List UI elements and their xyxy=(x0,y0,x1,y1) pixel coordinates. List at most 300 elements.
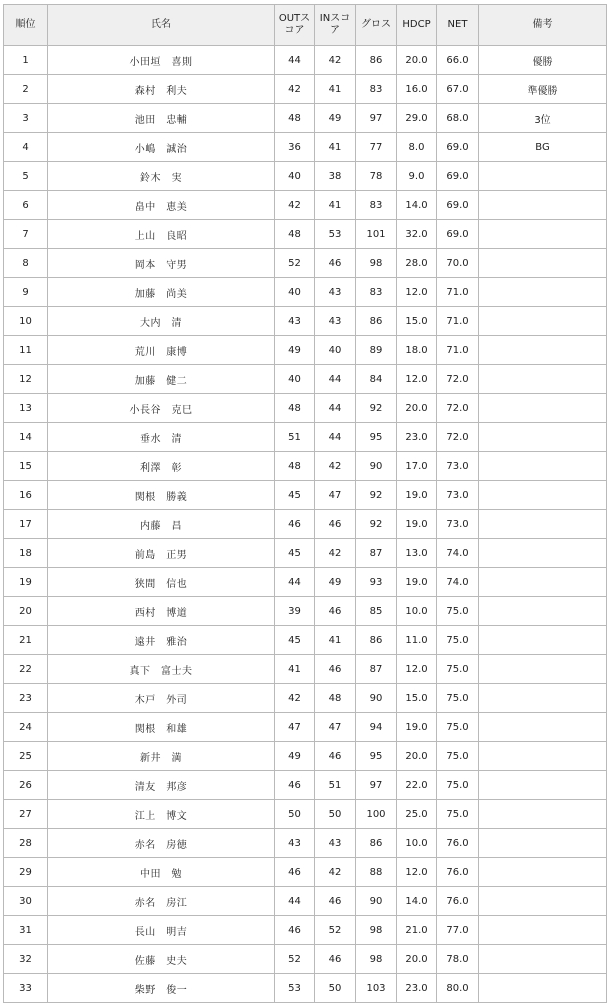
out-score-cell: 43 xyxy=(275,307,315,336)
net-cell: 72.0 xyxy=(437,365,479,394)
rank-cell: 13 xyxy=(4,394,48,423)
out-score-cell: 53 xyxy=(275,974,315,1003)
gross-cell: 78 xyxy=(356,162,397,191)
in-score-cell: 46 xyxy=(315,597,356,626)
table-row xyxy=(4,655,607,684)
note-cell xyxy=(479,916,607,945)
note-cell xyxy=(479,191,607,220)
in-score-cell: 44 xyxy=(315,394,356,423)
gross-cell: 90 xyxy=(356,452,397,481)
rank-cell: 27 xyxy=(4,800,48,829)
in-score-cell: 46 xyxy=(315,887,356,916)
name-cell: 真下 富士夫 xyxy=(48,655,275,684)
table-row xyxy=(4,394,607,423)
note-cell xyxy=(479,481,607,510)
gross-cell: 86 xyxy=(356,829,397,858)
header-net: NET xyxy=(437,5,479,46)
out-score-cell: 45 xyxy=(275,539,315,568)
note-cell xyxy=(479,771,607,800)
name-cell: 小嶋 誠治 xyxy=(48,133,275,162)
out-score-cell: 39 xyxy=(275,597,315,626)
rank-cell: 6 xyxy=(4,191,48,220)
net-cell: 69.0 xyxy=(437,162,479,191)
net-cell: 75.0 xyxy=(437,626,479,655)
gross-cell: 85 xyxy=(356,597,397,626)
in-score-cell: 44 xyxy=(315,423,356,452)
gross-cell: 98 xyxy=(356,249,397,278)
gross-cell: 88 xyxy=(356,858,397,887)
net-cell: 75.0 xyxy=(437,684,479,713)
table-row xyxy=(4,916,607,945)
rank-cell: 7 xyxy=(4,220,48,249)
gross-cell: 97 xyxy=(356,104,397,133)
table-row xyxy=(4,481,607,510)
hdcp-cell: 15.0 xyxy=(397,684,437,713)
net-cell: 72.0 xyxy=(437,394,479,423)
gross-cell: 86 xyxy=(356,307,397,336)
table-row xyxy=(4,307,607,336)
name-cell: 佐藤 史夫 xyxy=(48,945,275,974)
name-cell: 中田 勉 xyxy=(48,858,275,887)
gross-cell: 77 xyxy=(356,133,397,162)
net-cell: 71.0 xyxy=(437,336,479,365)
out-score-cell: 44 xyxy=(275,568,315,597)
name-cell: 関根 和雄 xyxy=(48,713,275,742)
gross-cell: 92 xyxy=(356,481,397,510)
name-cell: 加藤 尚美 xyxy=(48,278,275,307)
hdcp-cell: 20.0 xyxy=(397,742,437,771)
net-cell: 67.0 xyxy=(437,75,479,104)
table-row xyxy=(4,974,607,1003)
out-score-cell: 50 xyxy=(275,800,315,829)
hdcp-cell: 23.0 xyxy=(397,423,437,452)
name-cell: 大内 清 xyxy=(48,307,275,336)
gross-cell: 83 xyxy=(356,278,397,307)
out-score-cell: 43 xyxy=(275,829,315,858)
out-score-cell: 42 xyxy=(275,684,315,713)
gross-cell: 98 xyxy=(356,945,397,974)
rank-cell: 21 xyxy=(4,626,48,655)
rank-cell: 24 xyxy=(4,713,48,742)
name-cell: 内藤 昌 xyxy=(48,510,275,539)
hdcp-cell: 17.0 xyxy=(397,452,437,481)
out-score-cell: 47 xyxy=(275,713,315,742)
gross-cell: 94 xyxy=(356,713,397,742)
hdcp-cell: 21.0 xyxy=(397,916,437,945)
gross-cell: 98 xyxy=(356,916,397,945)
net-cell: 75.0 xyxy=(437,713,479,742)
out-score-cell: 44 xyxy=(275,887,315,916)
note-cell xyxy=(479,713,607,742)
rank-cell: 19 xyxy=(4,568,48,597)
rank-cell: 16 xyxy=(4,481,48,510)
hdcp-cell: 20.0 xyxy=(397,394,437,423)
note-cell: 優勝 xyxy=(479,46,607,75)
table-row xyxy=(4,771,607,800)
hdcp-cell: 12.0 xyxy=(397,365,437,394)
net-cell: 75.0 xyxy=(437,800,479,829)
rank-cell: 3 xyxy=(4,104,48,133)
in-score-cell: 50 xyxy=(315,974,356,1003)
in-score-cell: 46 xyxy=(315,945,356,974)
out-score-cell: 46 xyxy=(275,771,315,800)
gross-cell: 90 xyxy=(356,887,397,916)
in-score-cell: 38 xyxy=(315,162,356,191)
note-cell xyxy=(479,539,607,568)
note-cell xyxy=(479,365,607,394)
name-cell: 畠中 恵美 xyxy=(48,191,275,220)
rank-cell: 10 xyxy=(4,307,48,336)
out-score-cell: 46 xyxy=(275,916,315,945)
gross-cell: 92 xyxy=(356,510,397,539)
gross-cell: 95 xyxy=(356,423,397,452)
note-cell xyxy=(479,858,607,887)
hdcp-cell: 10.0 xyxy=(397,597,437,626)
table-header-row xyxy=(4,5,607,46)
gross-cell: 86 xyxy=(356,626,397,655)
name-cell: 上山 良昭 xyxy=(48,220,275,249)
table-row xyxy=(4,510,607,539)
net-cell: 74.0 xyxy=(437,539,479,568)
name-cell: 赤名 房徳 xyxy=(48,829,275,858)
name-cell: 狭間 信也 xyxy=(48,568,275,597)
name-cell: 西村 博道 xyxy=(48,597,275,626)
net-cell: 69.0 xyxy=(437,133,479,162)
out-score-cell: 40 xyxy=(275,365,315,394)
out-score-cell: 42 xyxy=(275,75,315,104)
note-cell: 3位 xyxy=(479,104,607,133)
rank-cell: 26 xyxy=(4,771,48,800)
out-score-cell: 40 xyxy=(275,162,315,191)
net-cell: 76.0 xyxy=(437,858,479,887)
hdcp-cell: 12.0 xyxy=(397,278,437,307)
table-row xyxy=(4,191,607,220)
hdcp-cell: 20.0 xyxy=(397,945,437,974)
hdcp-cell: 19.0 xyxy=(397,481,437,510)
out-score-cell: 52 xyxy=(275,249,315,278)
rank-cell: 28 xyxy=(4,829,48,858)
hdcp-cell: 15.0 xyxy=(397,307,437,336)
table-row xyxy=(4,684,607,713)
net-cell: 75.0 xyxy=(437,597,479,626)
name-cell: 森村 利夫 xyxy=(48,75,275,104)
out-score-cell: 48 xyxy=(275,452,315,481)
hdcp-cell: 11.0 xyxy=(397,626,437,655)
note-cell xyxy=(479,684,607,713)
out-score-cell: 42 xyxy=(275,191,315,220)
in-score-cell: 42 xyxy=(315,539,356,568)
name-cell: 利澤 彰 xyxy=(48,452,275,481)
table-row xyxy=(4,887,607,916)
note-cell xyxy=(479,887,607,916)
in-score-cell: 43 xyxy=(315,278,356,307)
in-score-cell: 50 xyxy=(315,800,356,829)
name-cell: 柴野 俊一 xyxy=(48,974,275,1003)
hdcp-cell: 23.0 xyxy=(397,974,437,1003)
name-cell: 鈴木 実 xyxy=(48,162,275,191)
hdcp-cell: 16.0 xyxy=(397,75,437,104)
name-cell: 小田垣 喜則 xyxy=(48,46,275,75)
header-name: 氏名 xyxy=(48,5,275,46)
table-row xyxy=(4,713,607,742)
table-row xyxy=(4,452,607,481)
note-cell xyxy=(479,510,607,539)
table-row xyxy=(4,162,607,191)
out-score-cell: 45 xyxy=(275,626,315,655)
hdcp-cell: 12.0 xyxy=(397,858,437,887)
table-row xyxy=(4,220,607,249)
net-cell: 69.0 xyxy=(437,191,479,220)
name-cell: 関根 勝義 xyxy=(48,481,275,510)
net-cell: 71.0 xyxy=(437,307,479,336)
table-row xyxy=(4,133,607,162)
name-cell: 長山 明吉 xyxy=(48,916,275,945)
hdcp-cell: 14.0 xyxy=(397,887,437,916)
rank-cell: 11 xyxy=(4,336,48,365)
rank-cell: 30 xyxy=(4,887,48,916)
table-row xyxy=(4,46,607,75)
name-cell: 新井 満 xyxy=(48,742,275,771)
out-score-cell: 48 xyxy=(275,394,315,423)
in-score-cell: 48 xyxy=(315,684,356,713)
hdcp-cell: 32.0 xyxy=(397,220,437,249)
out-score-cell: 36 xyxy=(275,133,315,162)
note-cell xyxy=(479,220,607,249)
name-cell: 遠井 雅治 xyxy=(48,626,275,655)
rank-cell: 25 xyxy=(4,742,48,771)
hdcp-cell: 8.0 xyxy=(397,133,437,162)
net-cell: 73.0 xyxy=(437,481,479,510)
net-cell: 80.0 xyxy=(437,974,479,1003)
net-cell: 70.0 xyxy=(437,249,479,278)
table-row xyxy=(4,249,607,278)
in-score-cell: 41 xyxy=(315,626,356,655)
hdcp-cell: 29.0 xyxy=(397,104,437,133)
table-row xyxy=(4,742,607,771)
rank-cell: 22 xyxy=(4,655,48,684)
rank-cell: 31 xyxy=(4,916,48,945)
gross-cell: 83 xyxy=(356,75,397,104)
net-cell: 72.0 xyxy=(437,423,479,452)
rank-cell: 14 xyxy=(4,423,48,452)
table-row xyxy=(4,945,607,974)
gross-cell: 86 xyxy=(356,46,397,75)
note-cell xyxy=(479,423,607,452)
gross-cell: 95 xyxy=(356,742,397,771)
hdcp-cell: 14.0 xyxy=(397,191,437,220)
note-cell xyxy=(479,655,607,684)
note-cell xyxy=(479,945,607,974)
net-cell: 68.0 xyxy=(437,104,479,133)
hdcp-cell: 22.0 xyxy=(397,771,437,800)
in-score-cell: 53 xyxy=(315,220,356,249)
net-cell: 76.0 xyxy=(437,887,479,916)
table-row xyxy=(4,626,607,655)
rank-cell: 4 xyxy=(4,133,48,162)
in-score-cell: 51 xyxy=(315,771,356,800)
note-cell xyxy=(479,974,607,1003)
hdcp-cell: 13.0 xyxy=(397,539,437,568)
table-row xyxy=(4,104,607,133)
hdcp-cell: 19.0 xyxy=(397,568,437,597)
rank-cell: 17 xyxy=(4,510,48,539)
header-note: 備考 xyxy=(479,5,607,46)
rank-cell: 29 xyxy=(4,858,48,887)
net-cell: 77.0 xyxy=(437,916,479,945)
gross-cell: 93 xyxy=(356,568,397,597)
note-cell xyxy=(479,307,607,336)
net-cell: 74.0 xyxy=(437,568,479,597)
note-cell: BG xyxy=(479,133,607,162)
gross-cell: 87 xyxy=(356,655,397,684)
in-score-cell: 40 xyxy=(315,336,356,365)
rank-cell: 18 xyxy=(4,539,48,568)
net-cell: 73.0 xyxy=(437,510,479,539)
in-score-cell: 47 xyxy=(315,481,356,510)
note-cell xyxy=(479,597,607,626)
hdcp-cell: 19.0 xyxy=(397,510,437,539)
name-cell: 赤名 房江 xyxy=(48,887,275,916)
name-cell: 池田 忠輔 xyxy=(48,104,275,133)
header-out-score: OUTスコア xyxy=(275,5,315,46)
table-row xyxy=(4,597,607,626)
rank-cell: 23 xyxy=(4,684,48,713)
gross-cell: 90 xyxy=(356,684,397,713)
in-score-cell: 46 xyxy=(315,742,356,771)
out-score-cell: 46 xyxy=(275,510,315,539)
rank-cell: 32 xyxy=(4,945,48,974)
gross-cell: 100 xyxy=(356,800,397,829)
out-score-cell: 44 xyxy=(275,46,315,75)
note-cell xyxy=(479,800,607,829)
in-score-cell: 43 xyxy=(315,829,356,858)
header-gross: グロス xyxy=(356,5,397,46)
table-row xyxy=(4,423,607,452)
in-score-cell: 46 xyxy=(315,510,356,539)
in-score-cell: 49 xyxy=(315,568,356,597)
rank-cell: 9 xyxy=(4,278,48,307)
gross-cell: 92 xyxy=(356,394,397,423)
net-cell: 76.0 xyxy=(437,829,479,858)
out-score-cell: 49 xyxy=(275,336,315,365)
name-cell: 垂水 清 xyxy=(48,423,275,452)
hdcp-cell: 12.0 xyxy=(397,655,437,684)
note-cell xyxy=(479,162,607,191)
in-score-cell: 47 xyxy=(315,713,356,742)
gross-cell: 103 xyxy=(356,974,397,1003)
note-cell xyxy=(479,626,607,655)
in-score-cell: 41 xyxy=(315,75,356,104)
out-score-cell: 46 xyxy=(275,858,315,887)
name-cell: 前島 正男 xyxy=(48,539,275,568)
rank-cell: 33 xyxy=(4,974,48,1003)
table-row xyxy=(4,278,607,307)
name-cell: 清友 邦彦 xyxy=(48,771,275,800)
in-score-cell: 42 xyxy=(315,46,356,75)
table-row xyxy=(4,365,607,394)
in-score-cell: 43 xyxy=(315,307,356,336)
name-cell: 岡本 守男 xyxy=(48,249,275,278)
gross-cell: 89 xyxy=(356,336,397,365)
name-cell: 木戸 外司 xyxy=(48,684,275,713)
name-cell: 荒川 康博 xyxy=(48,336,275,365)
net-cell: 71.0 xyxy=(437,278,479,307)
gross-cell: 97 xyxy=(356,771,397,800)
rank-cell: 8 xyxy=(4,249,48,278)
note-cell xyxy=(479,336,607,365)
gross-cell: 84 xyxy=(356,365,397,394)
rank-cell: 20 xyxy=(4,597,48,626)
out-score-cell: 48 xyxy=(275,220,315,249)
gross-cell: 101 xyxy=(356,220,397,249)
name-cell: 江上 博文 xyxy=(48,800,275,829)
out-score-cell: 45 xyxy=(275,481,315,510)
net-cell: 75.0 xyxy=(437,655,479,684)
in-score-cell: 44 xyxy=(315,365,356,394)
note-cell: 準優勝 xyxy=(479,75,607,104)
out-score-cell: 51 xyxy=(275,423,315,452)
rank-cell: 12 xyxy=(4,365,48,394)
table-row xyxy=(4,829,607,858)
rank-cell: 15 xyxy=(4,452,48,481)
table-row xyxy=(4,800,607,829)
table-row xyxy=(4,336,607,365)
net-cell: 73.0 xyxy=(437,452,479,481)
hdcp-cell: 25.0 xyxy=(397,800,437,829)
in-score-cell: 42 xyxy=(315,858,356,887)
rank-cell: 1 xyxy=(4,46,48,75)
results-table xyxy=(3,4,607,1003)
out-score-cell: 40 xyxy=(275,278,315,307)
out-score-cell: 48 xyxy=(275,104,315,133)
header-in-score: INスコア xyxy=(315,5,356,46)
note-cell xyxy=(479,278,607,307)
header-hdcp: HDCP xyxy=(397,5,437,46)
rank-cell: 2 xyxy=(4,75,48,104)
name-cell: 加藤 健二 xyxy=(48,365,275,394)
note-cell xyxy=(479,829,607,858)
in-score-cell: 46 xyxy=(315,655,356,684)
net-cell: 69.0 xyxy=(437,220,479,249)
note-cell xyxy=(479,394,607,423)
in-score-cell: 46 xyxy=(315,249,356,278)
hdcp-cell: 19.0 xyxy=(397,713,437,742)
gross-cell: 83 xyxy=(356,191,397,220)
note-cell xyxy=(479,742,607,771)
out-score-cell: 41 xyxy=(275,655,315,684)
hdcp-cell: 9.0 xyxy=(397,162,437,191)
in-score-cell: 52 xyxy=(315,916,356,945)
hdcp-cell: 18.0 xyxy=(397,336,437,365)
table-row xyxy=(4,75,607,104)
net-cell: 66.0 xyxy=(437,46,479,75)
rank-cell: 5 xyxy=(4,162,48,191)
table-row xyxy=(4,568,607,597)
note-cell xyxy=(479,568,607,597)
hdcp-cell: 20.0 xyxy=(397,46,437,75)
in-score-cell: 41 xyxy=(315,133,356,162)
in-score-cell: 42 xyxy=(315,452,356,481)
name-cell: 小長谷 克巳 xyxy=(48,394,275,423)
net-cell: 78.0 xyxy=(437,945,479,974)
table-row xyxy=(4,858,607,887)
in-score-cell: 49 xyxy=(315,104,356,133)
hdcp-cell: 28.0 xyxy=(397,249,437,278)
note-cell xyxy=(479,452,607,481)
gross-cell: 87 xyxy=(356,539,397,568)
note-cell xyxy=(479,249,607,278)
out-score-cell: 52 xyxy=(275,945,315,974)
